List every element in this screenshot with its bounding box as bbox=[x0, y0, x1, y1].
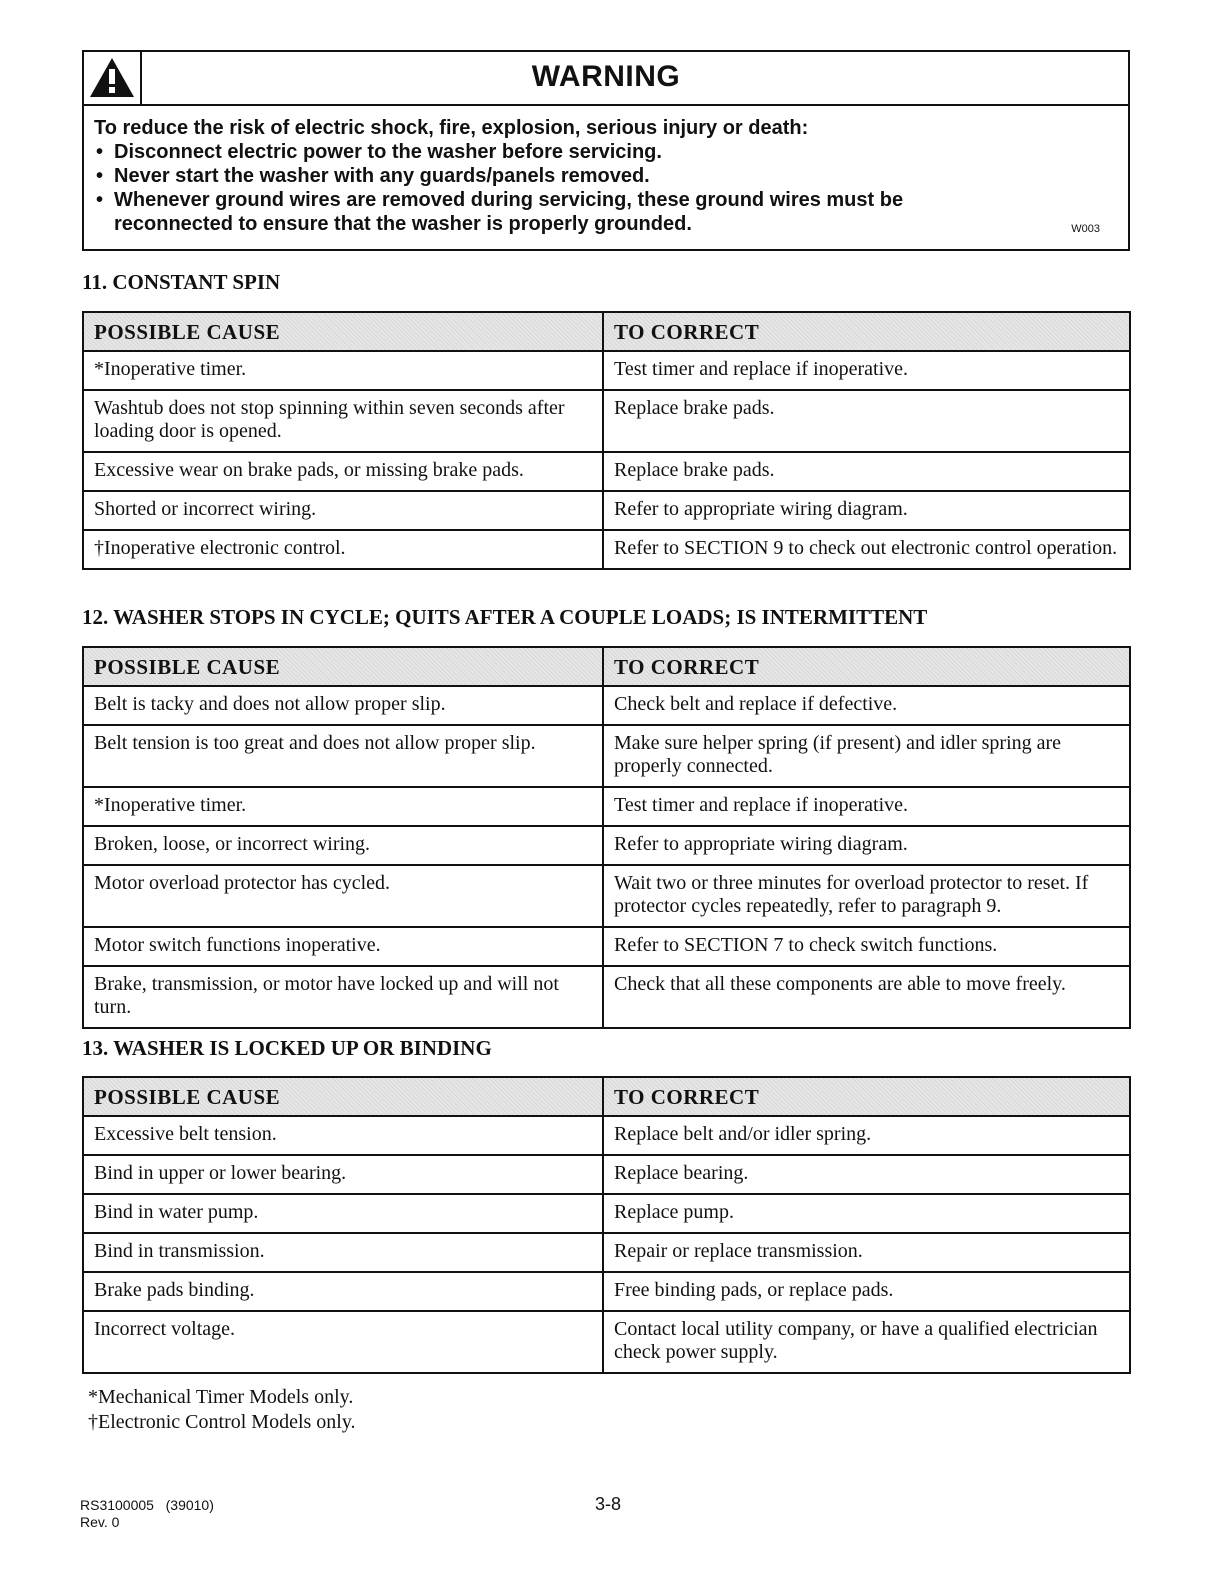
possible-cause-cell: †Inoperative electronic control. bbox=[83, 530, 603, 569]
to-correct-cell: Replace pump. bbox=[603, 1194, 1130, 1233]
possible-cause-cell: Excessive belt tension. bbox=[83, 1116, 603, 1155]
to-correct-cell: Replace belt and/or idler spring. bbox=[603, 1116, 1130, 1155]
section-title: 12. WASHER STOPS IN CYCLE; QUITS AFTER A COUPLE LOADS; IS INTERMITTENT bbox=[82, 605, 928, 629]
possible-cause-cell: Motor switch functions inoperative. bbox=[83, 927, 603, 966]
troubleshooting-table bbox=[82, 646, 1131, 1029]
to-correct-cell: Test timer and replace if inoperative. bbox=[603, 787, 1130, 826]
possible-cause-cell: Incorrect voltage. bbox=[83, 1311, 603, 1373]
to-correct-cell: Make sure helper spring (if present) and idler spring are properly connected. bbox=[603, 725, 1130, 787]
possible-cause-cell: Shorted or incorrect wiring. bbox=[83, 491, 603, 530]
table-row bbox=[83, 826, 1130, 865]
warning-bullet: • Disconnect electric power to the washer before servicing. bbox=[94, 140, 1118, 164]
table-row bbox=[83, 491, 1130, 530]
table-header-row bbox=[83, 1077, 1130, 1116]
table-row bbox=[83, 452, 1130, 491]
possible-cause-cell: *Inoperative timer. bbox=[83, 787, 603, 826]
header-to-correct: TO CORRECT bbox=[603, 312, 1130, 351]
warning-code: W003 bbox=[1071, 223, 1100, 235]
warning-bullet: • Whenever ground wires are removed during servicing, these ground wires must be bbox=[94, 188, 1118, 212]
header-possible-cause: POSSIBLE CAUSE bbox=[83, 312, 603, 351]
to-correct-cell: Replace bearing. bbox=[603, 1155, 1130, 1194]
warning-bullet: • Never start the washer with any guards/panels removed. bbox=[94, 164, 1118, 188]
footnote-electronic: †Electronic Control Models only. bbox=[88, 1411, 356, 1433]
to-correct-cell: Check belt and replace if defective. bbox=[603, 686, 1130, 725]
table-row bbox=[83, 1116, 1130, 1155]
possible-cause-cell: Excessive wear on brake pads, or missing brake pads. bbox=[83, 452, 603, 491]
table-row bbox=[83, 686, 1130, 725]
table-row bbox=[83, 1272, 1130, 1311]
warning-body bbox=[94, 116, 1118, 236]
warning-box bbox=[82, 50, 1130, 251]
to-correct-cell: Contact local utility company, or have a qualified electrician check power supply. bbox=[603, 1311, 1130, 1373]
header-to-correct: TO CORRECT bbox=[603, 647, 1130, 686]
to-correct-cell: Test timer and replace if inoperative. bbox=[603, 351, 1130, 390]
table-row bbox=[83, 530, 1130, 569]
section-title: 13. WASHER IS LOCKED UP OR BINDING bbox=[82, 1036, 492, 1060]
possible-cause-cell: Belt is tacky and does not allow proper slip. bbox=[83, 686, 603, 725]
header-possible-cause: POSSIBLE CAUSE bbox=[83, 1077, 603, 1116]
to-correct-cell: Repair or replace transmission. bbox=[603, 1233, 1130, 1272]
table-header-row bbox=[83, 647, 1130, 686]
table-row bbox=[83, 1311, 1130, 1373]
possible-cause-cell: Bind in transmission. bbox=[83, 1233, 603, 1272]
section-title: 11. CONSTANT SPIN bbox=[82, 270, 281, 294]
footnote-mechanical: *Mechanical Timer Models only. bbox=[88, 1386, 354, 1408]
possible-cause-cell: Brake pads binding. bbox=[83, 1272, 603, 1311]
table-row bbox=[83, 725, 1130, 787]
table-row bbox=[83, 351, 1130, 390]
possible-cause-cell: Brake, transmission, or motor have locked up and will not turn. bbox=[83, 966, 603, 1028]
footnotes bbox=[88, 1385, 356, 1435]
table-row bbox=[83, 787, 1130, 826]
possible-cause-cell: Washtub does not stop spinning within seven seconds after loading door is opened. bbox=[83, 390, 603, 452]
revision: Rev. 0 bbox=[80, 1514, 120, 1530]
to-correct-cell: Refer to appropriate wiring diagram. bbox=[603, 491, 1130, 530]
warning-header bbox=[84, 52, 1128, 106]
possible-cause-cell: Motor overload protector has cycled. bbox=[83, 865, 603, 927]
to-correct-cell: Replace brake pads. bbox=[603, 390, 1130, 452]
table-row bbox=[83, 390, 1130, 452]
table-header-row bbox=[83, 312, 1130, 351]
to-correct-cell: Check that all these components are able to move freely. bbox=[603, 966, 1130, 1028]
warning-intro: To reduce the risk of electric shock, fire, explosion, serious injury or death: bbox=[94, 117, 809, 139]
document-id bbox=[80, 1497, 214, 1531]
table-row bbox=[83, 865, 1130, 927]
table-row bbox=[83, 1233, 1130, 1272]
table-row bbox=[83, 1194, 1130, 1233]
to-correct-cell: Refer to SECTION 9 to check out electronic control operation. bbox=[603, 530, 1130, 569]
warning-bullet-continuation: reconnected to ensure that the washer is properly grounded. bbox=[114, 213, 692, 235]
table-row bbox=[83, 927, 1130, 966]
troubleshooting-table bbox=[82, 311, 1131, 570]
possible-cause-cell: Broken, loose, or incorrect wiring. bbox=[83, 826, 603, 865]
possible-cause-cell: Belt tension is too great and does not allow proper slip. bbox=[83, 725, 603, 787]
table-row bbox=[83, 966, 1130, 1028]
header-to-correct: TO CORRECT bbox=[603, 1077, 1130, 1116]
page-number: 3-8 bbox=[595, 1494, 622, 1514]
to-correct-cell: Refer to SECTION 7 to check switch functions. bbox=[603, 927, 1130, 966]
to-correct-cell: Free binding pads, or replace pads. bbox=[603, 1272, 1130, 1311]
document-number: RS3100005 (39010) bbox=[80, 1497, 214, 1513]
possible-cause-cell: Bind in water pump. bbox=[83, 1194, 603, 1233]
possible-cause-cell: *Inoperative timer. bbox=[83, 351, 603, 390]
header-possible-cause: POSSIBLE CAUSE bbox=[83, 647, 603, 686]
to-correct-cell: Wait two or three minutes for overload protector to reset. If protector cycles repeatedly, refer to paragraph 9. bbox=[603, 865, 1130, 927]
to-correct-cell: Replace brake pads. bbox=[603, 452, 1130, 491]
possible-cause-cell: Bind in upper or lower bearing. bbox=[83, 1155, 603, 1194]
warning-title: WARNING bbox=[531, 60, 681, 93]
to-correct-cell: Refer to appropriate wiring diagram. bbox=[603, 826, 1130, 865]
troubleshooting-table bbox=[82, 1076, 1131, 1374]
table-row bbox=[83, 1155, 1130, 1194]
